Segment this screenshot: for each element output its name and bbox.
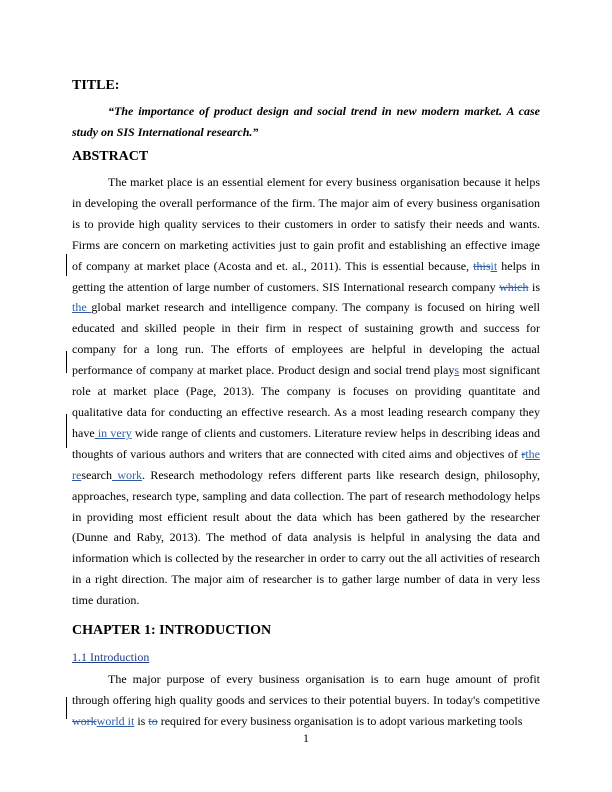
change-bar [66,697,67,719]
text-run: The market place is an essential element for every business organisation because it helps in developing the overall performance of the firm. The major aim of every business organisation is to provide high quality services to their customers in order to satisfy their needs and wants. Firms are concern on marketing activities just to gain profit and establishing an effective image of company at market place (Acosta and et. al., 2011). This is essential because, [72,175,540,273]
text-run: global market research and intelligence company. The company is focused on hiring well educated and skilled people in their firm in respect of sustaining growth and success for company for a long run. The efforts of employees are helpful in developing the actual performance of company at market place. Product design and social trend play [72,300,540,378]
inserted-text: the re [72,446,540,482]
change-bar [66,414,67,448]
page-number: 1 [303,731,309,745]
deleted-text: to [148,713,158,728]
intro-paragraph [72,669,540,732]
change-bar [66,254,67,276]
inserted-text: work [111,467,142,482]
abstract-paragraph [72,172,540,611]
text-run: required for every business organisation is to adopt various marketing tools [157,713,523,728]
inserted-text: world it [96,713,135,728]
title-label: TITLE: [72,78,120,93]
text-run: most significant role at market place (Page, 2013). The company is focuses on providing quantitate and qualitative data for conducting an effective research. As a most leading research company they have [72,363,540,440]
document-content [72,78,540,732]
text-run: . Research methodology refers different parts like research design, philosophy, approaches, research type, sampling and data collection. The part of research methodology helps in providing most efficient result about the data which has been gathered by the researcher (Dunne and Raby, 2013). The method of data analysis is helpful in analysing the data and information which is collected by the researcher in order to carry out the all activities of research in a right direction. The major aim of researcher is to gather large number of data in very less time duration. [72,467,540,608]
chapter-heading: CHAPTER 1: INTRODUCTION [72,623,272,639]
text-run: is [528,279,540,294]
deleted-text: work [72,713,97,728]
text-run: search [81,467,112,482]
section-heading: 1.1 Introduction [72,650,150,665]
deleted-text: this [473,258,491,273]
deleted-text: r [521,446,526,461]
deleted-text: which [499,279,529,294]
text-run: is [134,713,149,728]
text-run: wide range of clients and customers. Literature review helps in describing ideas and thoughts of various authors and writers that are connected with cited aims and objectives of [72,425,540,461]
text-run: helps in getting the attention of large number of customers. SIS International research company [72,258,541,294]
inserted-text: s [454,363,460,378]
change-bar [66,351,67,373]
inserted-text: in very [94,425,132,440]
inserted-text: the [72,300,92,315]
title-text: “The importance of product design and social trend in new modern market. A case study on SIS International research.” [72,104,540,139]
abstract-heading: ABSTRACT [72,149,149,164]
text-run: The major purpose of every business organisation is to earn huge amount of profit through offering high quality goods and services to their potential buyers. In today's competitive [72,672,540,707]
inserted-text: it [490,258,498,273]
